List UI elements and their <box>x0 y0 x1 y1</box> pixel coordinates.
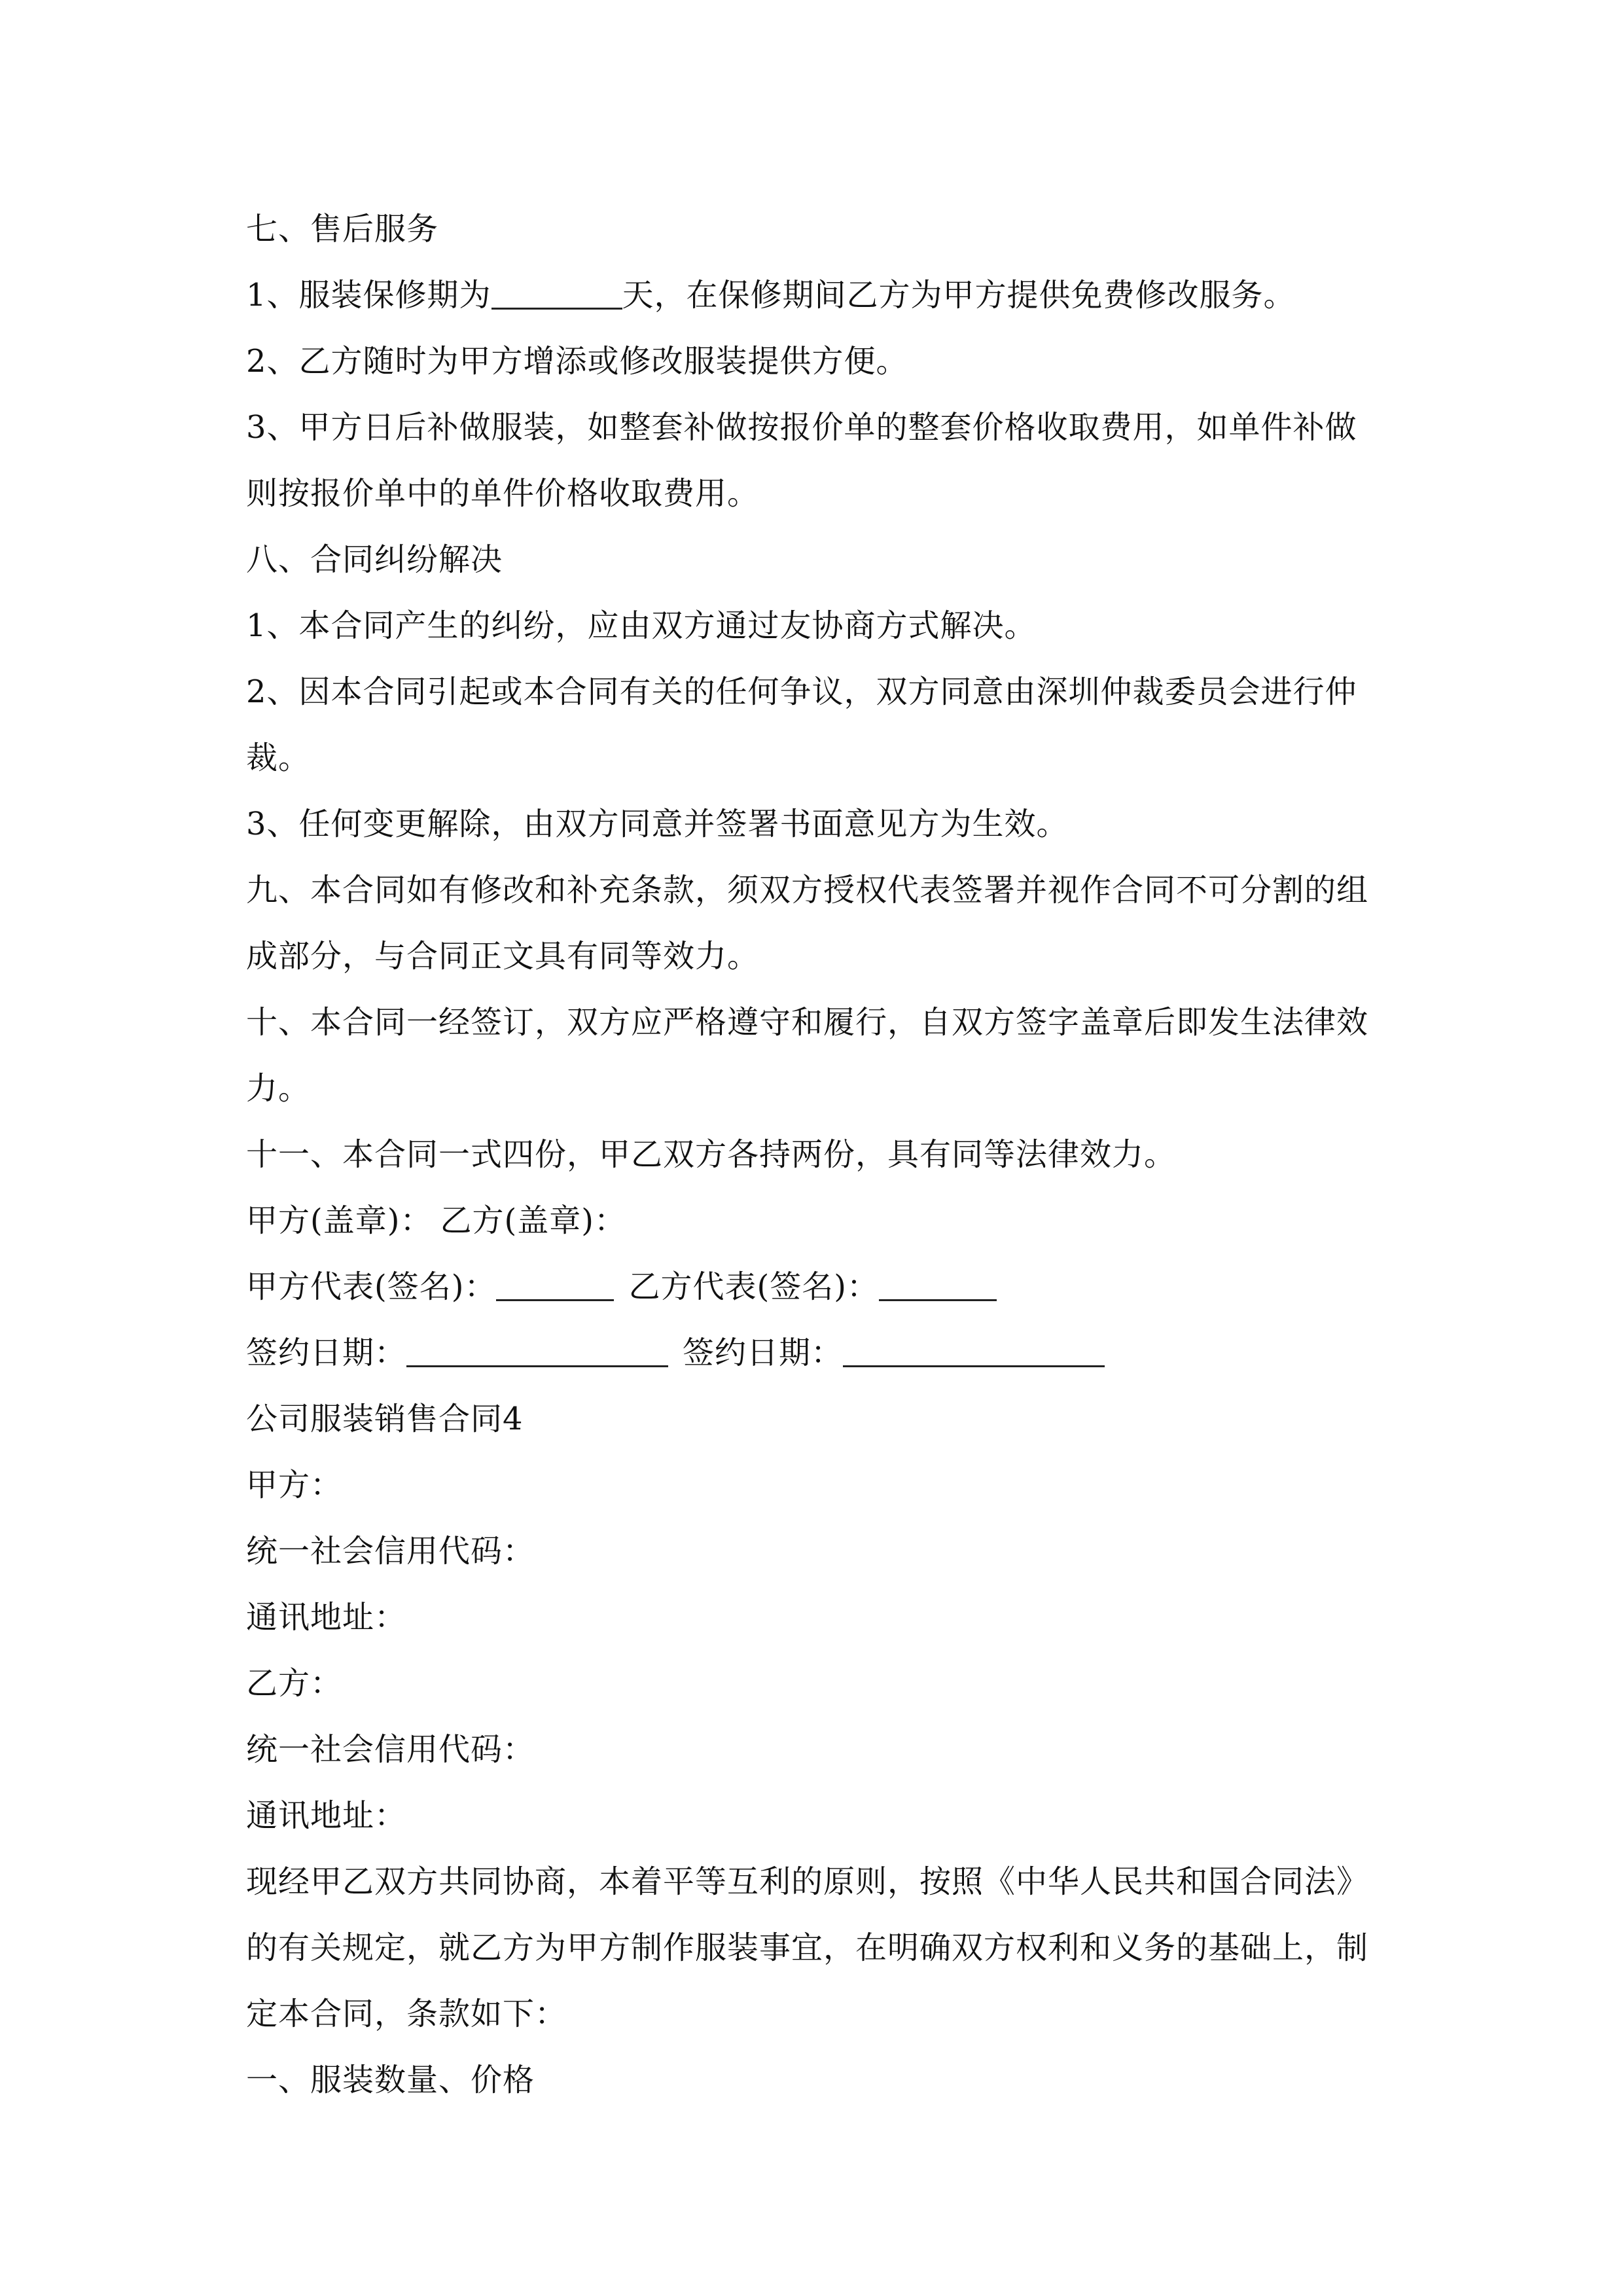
party-b-date-label: 签约日期： <box>683 1335 844 1371</box>
paragraph-changes: 3、任何变更解除，由双方同意并签署书面意见方为生效。 <box>246 806 1069 842</box>
clause-nine-line1: 九、本合同如有修改和补充条款，须双方授权代表签署并视作合同不可分割的组 <box>246 872 1369 908</box>
party-b-seal-label: 乙方(盖章)： <box>440 1202 626 1239</box>
signing-date-line <box>246 1320 1398 1386</box>
party-a-label: 甲方： <box>246 1467 343 1503</box>
party-a-credit-code-label: 统一社会信用代码： <box>246 1533 535 1570</box>
clause-nine-line2: 成部分，与合同正文具有同等效力。 <box>246 938 760 975</box>
section-heading-dispute: 八、合同纠纷解决 <box>246 541 503 578</box>
paragraph-warranty-period <box>246 262 1398 329</box>
preamble-line1: 现经甲乙双方共同协商，本着平等互利的原则，按照《中华人民共和国合同法》 <box>246 1863 1369 1900</box>
party-a-signature-blank <box>496 1268 614 1301</box>
party-b-representative-label: 乙方代表(签名)： <box>628 1268 879 1305</box>
clause-ten-line2: 力。 <box>246 1070 311 1107</box>
preamble-line3: 定本合同，条款如下： <box>246 1996 567 2032</box>
paragraph-supplement-line2: 则按报价单中的单件价格收取费用。 <box>246 475 760 512</box>
document-body <box>246 196 1398 2113</box>
warranty-text-after: 天，在保修期间乙方为甲方提供免费修改服务。 <box>622 277 1296 314</box>
paragraph-dispute-negotiation: 1、本合同产生的纠纷，应由双方通过友协商方式解决。 <box>246 607 1037 644</box>
representative-line <box>246 1254 1398 1320</box>
section-heading-quantity-price: 一、服装数量、价格 <box>246 2062 535 2098</box>
party-a-date-label: 签约日期： <box>246 1335 407 1371</box>
party-b-signature-blank <box>879 1268 997 1301</box>
warranty-text-before: 1、服装保修期为 <box>246 277 491 314</box>
paragraph-supplement-line1: 3、甲方日后补做服装，如整套补做按报价单的整套价格收取费用，如单件补做 <box>246 409 1357 446</box>
paragraph-arbitration-line2: 裁。 <box>246 740 311 776</box>
warranty-days-blank <box>491 276 622 310</box>
paragraph-arbitration-line1: 2、因本合同引起或本合同有关的任何争议，双方同意由深圳仲裁委员会进行仲 <box>246 673 1357 710</box>
seal-line <box>246 1188 1398 1254</box>
party-a-date-blank <box>406 1334 668 1367</box>
party-b-date-blank <box>843 1334 1105 1367</box>
section-heading-after-sales: 七、售后服务 <box>246 211 439 247</box>
party-b-credit-code-label: 统一社会信用代码： <box>246 1731 535 1768</box>
party-a-representative-label: 甲方代表(签名)： <box>246 1268 497 1305</box>
clause-eleven: 十一、本合同一式四份，甲乙双方各持两份，具有同等法律效力。 <box>246 1136 1177 1173</box>
party-b-label: 乙方： <box>246 1665 343 1702</box>
preamble-line2: 的有关规定，就乙方为甲方制作服装事宜，在明确双方权利和义务的基础上，制 <box>246 1929 1369 1966</box>
party-a-seal-label: 甲方(盖章)： <box>246 1202 433 1239</box>
party-b-address-label: 通讯地址： <box>246 1797 407 1834</box>
party-a-address-label: 通讯地址： <box>246 1599 407 1636</box>
paragraph-convenience: 2、乙方随时为甲方增添或修改服装提供方便。 <box>246 343 908 380</box>
contract-title: 公司服装销售合同4 <box>246 1401 524 1437</box>
clause-ten-line1: 十、本合同一经签订，双方应严格遵守和履行，自双方签字盖章后即发生法律效 <box>246 1004 1369 1041</box>
